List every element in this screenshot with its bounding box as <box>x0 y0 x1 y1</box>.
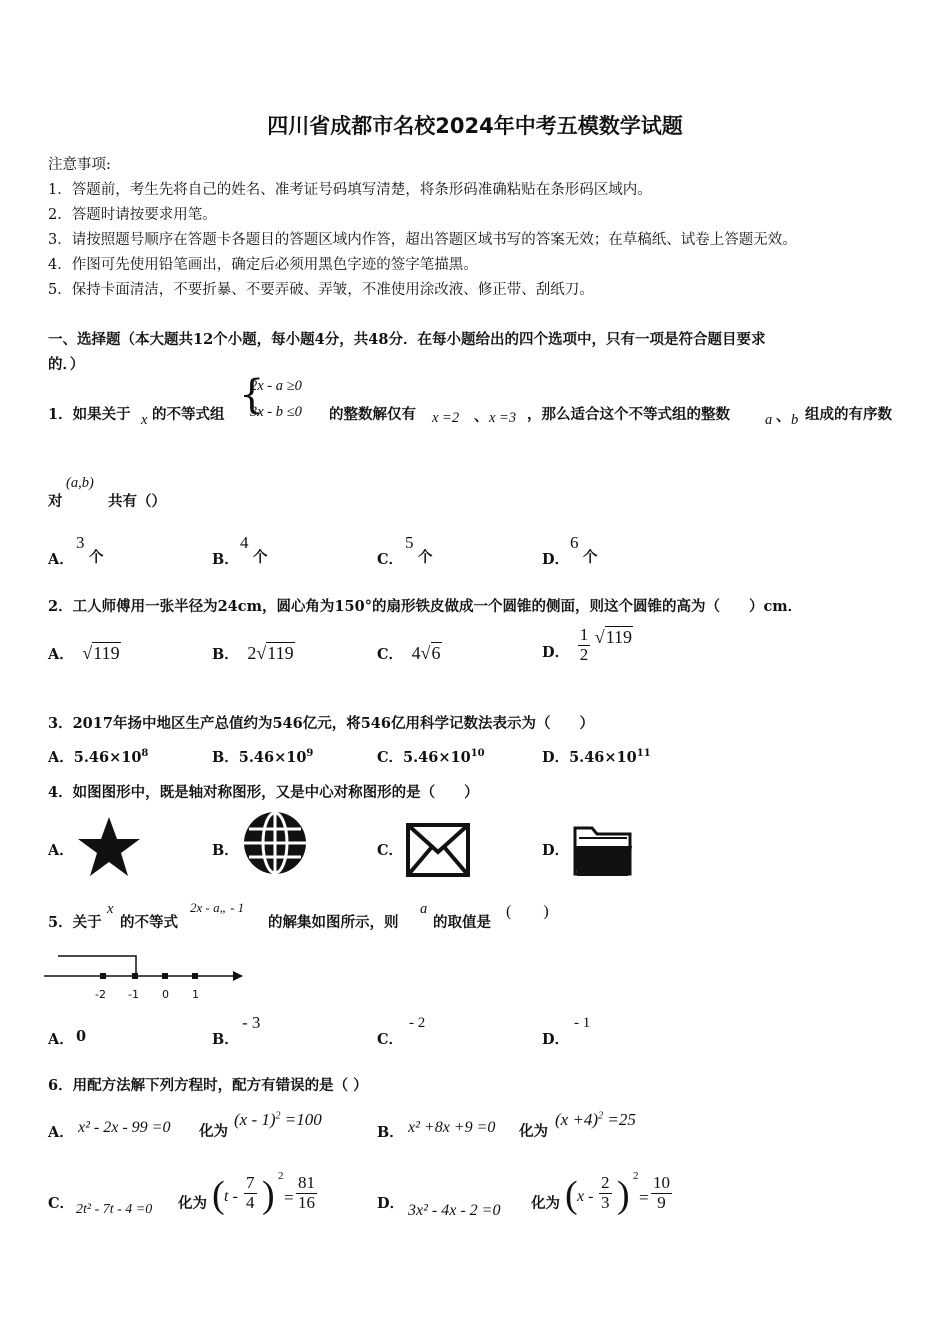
q1-mid3: ，那么适合这个不等式组的整数 <box>527 406 730 423</box>
star-icon <box>74 814 144 880</box>
q5-var-a: a <box>420 901 428 917</box>
q1-sol1: x =2 <box>432 410 460 426</box>
q3-option-d[interactable]: D．$5.46\times 10^{11}$ <box>542 748 651 766</box>
notice-heading: 注意事项: <box>48 157 111 173</box>
notice-item-5: 5．保持卡面清洁，不要折暴、不要弄破、弄皱，不准使用涂改液、修正带、刮纸刀。 <box>48 282 594 298</box>
q1-ineq2: 3x - b ≤0 <box>250 404 302 420</box>
q6-text: 6．用配方法解下列方程时，配方有错误的是（ ） <box>48 1077 368 1094</box>
folder-icon <box>572 822 636 880</box>
notice-item-4: 4．作图可先使用铅笔画出，确定后必须用黑色字迹的签字笔描黑。 <box>48 257 478 273</box>
envelope-icon <box>405 822 471 878</box>
q4-text: 4．如图图形中，既是轴对称图形，又是中心对称图形的是（ ） <box>48 784 479 801</box>
q5-end: 的取值是 <box>433 914 491 931</box>
number-line-graph <box>44 950 254 990</box>
q1-mid1: 的不等式组 <box>152 406 225 423</box>
q3-option-a[interactable]: A．$5.46\times 10^8$ <box>48 748 149 766</box>
q5-var-x: x <box>107 901 114 917</box>
q1-line2-end: 共有（） <box>108 493 166 510</box>
notice-item-2: 2．答题时请按要求用笔。 <box>48 207 217 223</box>
page-title: 四川省成都市名校2024年中考五模数学试题 <box>267 114 683 138</box>
q1-var-x: x <box>141 412 148 428</box>
q5-mid2: 的解集如图所示，则 <box>268 914 399 931</box>
q5-number-line <box>44 950 254 1006</box>
q5-pre: 5．关于 <box>48 914 102 931</box>
q1-end: 组成的有序数 <box>805 406 892 423</box>
notice-item-1: 1．答题前，考生先将自己的姓名、准考证号码填写清楚，将条形码准确粘贴在条形码区域内。 <box>48 182 652 198</box>
q3-text: 3．2017年扬中地区生产总值约为546亿元，将546亿用科学记数法表示为（ ） <box>48 715 594 732</box>
tick-label-neg1: -1 <box>128 988 139 1001</box>
q2-option-c[interactable]: C． 4√6 <box>377 643 441 663</box>
q1-sep: 、 <box>474 408 489 425</box>
q3-option-b[interactable]: B．$5.46\times 10^9$ <box>212 748 314 766</box>
q1-var-a: a <box>765 412 773 428</box>
q1-line2-pre: 对 <box>48 493 63 510</box>
q1-sep2: 、 <box>776 408 791 425</box>
q5-mid1: 的不等式 <box>120 914 178 931</box>
tick-label-neg2: -2 <box>95 988 106 1001</box>
globe-icon <box>240 808 310 878</box>
q2-option-a[interactable]: A． √119 <box>48 643 120 663</box>
q1-ineq1: 2x - a ≥0 <box>250 378 302 394</box>
q5-ineq: 2x - a„ - 1 <box>190 900 245 915</box>
tick-label-0: 0 <box>162 988 169 1001</box>
q1-brace: { <box>239 372 265 418</box>
q2-option-b[interactable]: B． 2√119 <box>212 643 294 663</box>
q1-pre: 1．如果关于 <box>48 406 131 423</box>
q3-option-c[interactable]: C．$5.46\times 10^{10}$ <box>377 748 485 766</box>
q2-option-d[interactable]: D． $\frac{1}{2}$ √119 <box>542 625 633 664</box>
q1-var-b: b <box>791 412 799 428</box>
q1-sol2: x =3 <box>489 410 517 426</box>
tick-label-1: 1 <box>192 988 199 1001</box>
q2-text: 2．工人师傅用一张半径为24cm，圆心角为150°的扇形铁皮做成一个圆锥的侧面，则这个圆锥的高为（ ）cm． <box>48 598 803 615</box>
section-heading-line1: 一、选择题（本大题共12个小题，每小题4分，共48分．在每小题给出的四个选项中，只有一项是符合题目要求 <box>48 331 766 348</box>
q5-paren: ( ) <box>506 903 549 920</box>
notice-item-3: 3．请按照题号顺序在答题卡各题目的答题区域内作答，超出答题区域书写的答案无效；在草稿纸、试卷上答题无效。 <box>48 232 797 248</box>
q1-pair: (a,b) <box>66 475 94 491</box>
section-heading-line2: 的．） <box>48 356 85 373</box>
q1-mid2: 的整数解仅有 <box>329 406 416 423</box>
